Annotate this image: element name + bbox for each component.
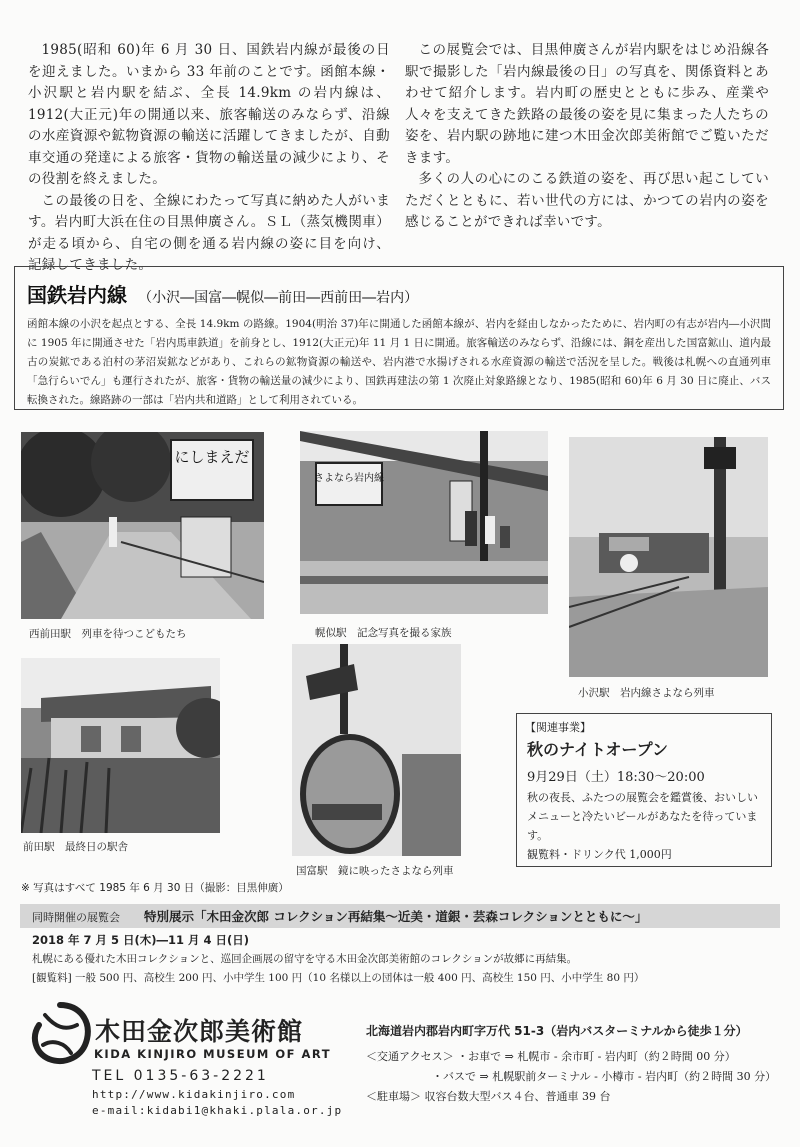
photo-caption: 西前田駅 列車を待つこどもたち [29,628,187,640]
photo-caption: 幌似駅 記念写真を撮る家族 [315,627,452,639]
photo-caption: 前田駅 最終日の駅舎 [23,841,128,853]
event-box [516,713,772,867]
museum-name-en: KIDA KINJIRO MUSEUM OF ART [94,1047,332,1061]
access-line-bus: ・バスで ⇒ 札幌駅前ターミナル - 小樽市 - 岩内町（約２時間 30 分） [432,1070,777,1083]
concurrent-fees: [観覧料] 一般 500 円、高校生 200 円、小中学生 100 円（10 名様以上の団体は一般 400 円、高校生 150 円、小中学生 80 円） [32,972,645,984]
concurrent-description: 札幌にある優れた木田コレクションと、巡回企画展の留守を守る木田金次郎美術館のコレクションが故郷に再結集。 [32,953,578,965]
photo-caption: 小沢駅 岩内線さよなら列車 [578,687,715,699]
museum-email-link[interactable]: e-mail:kidabi1@khaki.plala.or.jp [92,1104,343,1117]
access-line-car: ＜交通アクセス＞ ・お車で ⇒ 札幌市 - 余市町 - 岩内町（約２時間 00 分） [366,1050,736,1063]
intro-left-paragraph: 1985(昭和 60)年 6 月 30 日、国鉄岩内線が最後の日を迎えました。いまから 33 年前のことです。函館本線・小沢駅と岩内駅を結ぶ、全長 14.9km の岩内線は、1912(大正元)年の開通以来、旅客輸送のみならず、沿線の水産資源や鉱物資源の輸送に活躍してきましたが、自動車交通の発達による旅客・貨物の輸送量の減少により、その役割を終えました。 [28,42,390,187]
station-sign-text: にしまえだ [174,448,250,466]
route-stations: （小沢―国富―幌似―前田―西前田―岩内） [138,290,419,306]
route-info-box [14,266,784,410]
museum-tel: TEL 0135-63-2221 [92,1068,269,1084]
event-tag: 【関連事業】 [525,721,591,734]
photo-maeda-station [21,658,220,833]
concurrent-label: 同時開催の展覧会 [32,911,120,924]
concurrent-title: 特別展示「木田金次郎 コレクション再結集～近美・道銀・芸森コレクションとともに～」 [144,909,648,924]
farewell-sign-text: さよなら岩内線 [314,473,384,484]
route-title: 国鉄岩内線 [27,283,127,307]
photo-nishimaeda-station [21,432,264,619]
intro-right-paragraph: この展覧会では、目黒伸廣さんが岩内駅をはじめ沿線各駅で撮影した「岩内線最後の日」の写真を、関係資料とあわせて紹介します。岩内町の歴史とともに歩み、産業や人々を支えてきた鉄路の最後の姿を見に集まった人たちの姿を、岩内駅の跡地に建つ木田金次郎美術館でご覧いただきます。 [405,42,769,166]
event-body: 秋の夜長、ふたつの展覧会を鑑賞後、おいしいメニューと冷たいビールがあなたを待っています。 [527,791,758,842]
photo-kunitomi-station [292,644,461,856]
intro-left-paragraph: この最後の日を、全線にわたって写真に納めた人がいます。岩内町大浜在住の目黒伸廣さん。ＳＬ（蒸気機関車）が走る頃から、自宅の側を通る岩内線の姿に目を向け、 記録してきました。 [28,192,390,273]
museum-address: 北海道岩内郡岩内町字万代 51-3（岩内バスターミナルから徒歩１分） [366,1024,748,1038]
route-description: 函館本線の小沢を起点とする、全長 14.9km の路線。1904(明治 37)年に開通した函館本線が、岩内を経由しなかったために、岩内町の有志が岩内―小沢間に 1905 年に開通させた「岩内馬車鉄道」を前身とし、1912(大正元)年 11 月 1 日に開通。旅客輸送のみならず、沿線には、銅を産出した国富鉱山、道内最古の炭鉱である泊村の茅沼炭鉱などがあり、これらの鉱物資源の輸送や、岩内港で水揚げされる水産資源の輸送で活況を呈した。戦後は札幌への直通列車「急行らいでん」も運行されたが、旅客・貨物の輸送量の減少により、国鉄再建法の第 1 次廃止対象路線となり、1985(昭和 60)年 6 月 30 日に廃止、バス転換された。線路跡の一部は「岩内共和道路」として利用されている。 [27,318,771,406]
photo-note: ※ 写真はすべて 1985 年 6 月 30 日（撮影：目黒伸廣） [21,882,289,894]
museum-logo-icon [25,1001,95,1069]
intro-right-paragraph: 多くの人の心にのこる鉄道の姿を、再び思い起こしていただくとともに、若い世代の方には、かつての岩内の姿を感じることができれば幸いです。 [405,171,769,230]
photo-horoni-station [300,431,548,614]
museum-name-jp: 木田金次郎美術館 [95,1017,304,1046]
intro-left-column [28,40,390,277]
museum-website-link[interactable]: http://www.kidakinjiro.com [92,1088,296,1101]
event-fee: 観覧料・ドリンク代 1,000円 [527,848,672,861]
event-datetime: 9月29日（土）18:30～20:00 [527,770,705,785]
event-title: 秋のナイトオープン [527,740,668,759]
intro-right-column [405,40,769,234]
access-line-parking: ＜駐車場＞ 収容台数大型バス４台、普通車 39 台 [366,1090,611,1103]
photo-kozawa-station [569,437,768,677]
photo-caption: 国富駅 鏡に映ったさよなら列車 [296,865,454,877]
concurrent-dates: 2018 年 7 月 5 日(木)―11 月 4 日(日) [32,933,250,947]
